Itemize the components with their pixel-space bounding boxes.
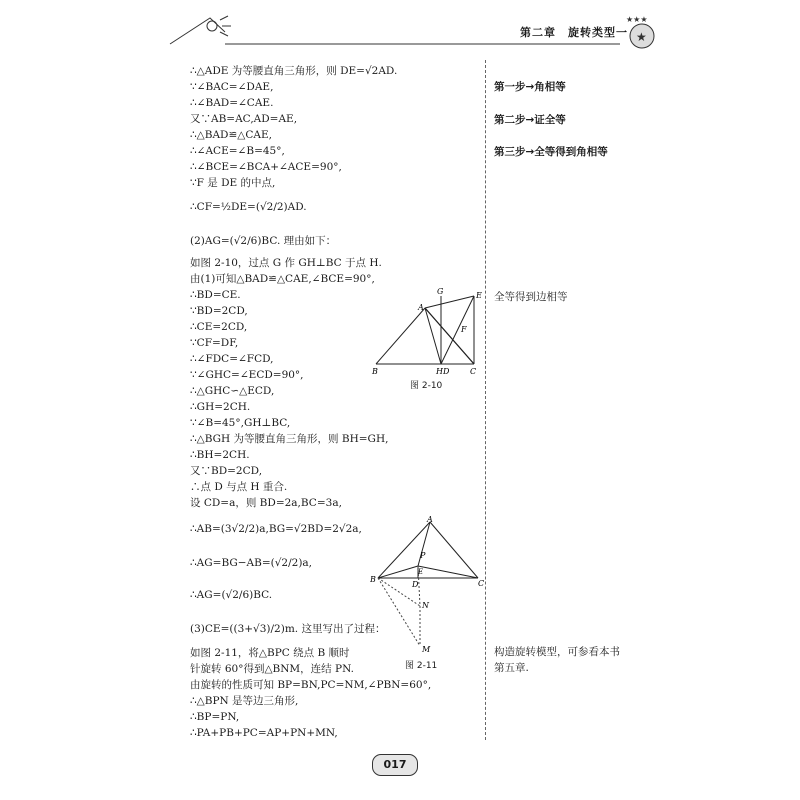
text-line: ∴△GHC∽△ECD, — [190, 385, 275, 397]
fig11-label-c: C — [478, 579, 485, 588]
text-line: ∴△BGH 为等腰直角三角形，则 BH=GH, — [190, 433, 389, 445]
note-model-line1: 构造旋转模型，可参看本书 — [494, 646, 620, 658]
chapter-header: 第二章 旋转类型一 — [520, 26, 628, 39]
text-line: 设 CD=a，则 BD=2a,BC=3a, — [190, 497, 342, 509]
text-line: ∴BP=PN, — [190, 711, 240, 723]
text-line: ∴∠FDC=∠FCD, — [190, 353, 274, 365]
text-line: ∴BH=2CH. — [190, 449, 250, 461]
text-line: ∴△BAD≌△CAE, — [190, 129, 272, 141]
fig11-label-p: P — [420, 551, 426, 560]
note-step2: 第二步→证全等 — [494, 114, 566, 126]
fig10-label-h: H — [436, 367, 443, 376]
text-line: ∵∠BAC=∠DAE, — [190, 81, 274, 93]
figure-2-11 — [370, 514, 490, 656]
text-line: (2)AG=(√2/6)BC. 理由如下： — [190, 235, 337, 247]
text-line: 又∵BD=2CD, — [190, 465, 263, 477]
fig11-label-e: E — [418, 568, 424, 576]
text-line: 由旋转的性质可知 BP=BN,PC=NM,∠PBN=60°, — [190, 679, 432, 691]
text-line: ∴AG=BG−AB=(√2/2)a, — [190, 557, 313, 569]
text-line: 又∵AB=AC,AD=AE, — [190, 113, 298, 125]
svg-text:★: ★ — [636, 30, 647, 44]
figure-2-10-caption: 图 2-10 — [410, 381, 443, 391]
fig11-label-d: D — [412, 580, 419, 589]
text-line: ∴∠BAD=∠CAE. — [190, 97, 274, 109]
fig10-label-g: G — [437, 287, 444, 296]
text-line: ∴AB=(3√2/2)a,BG=√2BD=2√2a, — [190, 523, 362, 535]
fig10-label-c: C — [470, 367, 477, 376]
text-line: 针旋转 60°得到△BNM，连结 PN. — [190, 663, 354, 675]
svg-text:★★★: ★★★ — [626, 15, 648, 24]
text-line: ∴CE=2CD, — [190, 321, 248, 333]
text-line: ∴∠BCE=∠BCA+∠ACE=90°, — [190, 161, 342, 173]
note-edges: 全等得到边相等 — [494, 291, 568, 303]
fig10-label-a: A — [418, 303, 424, 312]
fig10-label-e: E — [476, 291, 482, 300]
fig11-label-m: M — [422, 645, 431, 654]
text-line: ∵F 是 DE 的中点, — [190, 177, 276, 189]
text-line: ∴∠ACE=∠B=45°, — [190, 145, 285, 157]
text-line: 如图 2-10，过点 G 作 GH⊥BC 于点 H. — [190, 257, 382, 269]
fig11-label-a: A — [427, 515, 433, 524]
text-line: ∴PA+PB+PC=AP+PN+MN, — [190, 727, 338, 739]
fig10-label-f: F — [461, 325, 467, 334]
text-line: ∴GH=2CH. — [190, 401, 251, 413]
text-line: ∵BD=2CD, — [190, 305, 248, 317]
figure-2-10 — [366, 286, 490, 378]
text-line: ∵CF=DF, — [190, 337, 239, 349]
fig11-label-n: N — [422, 601, 429, 610]
text-line: ∴点 D 与点 H 重合. — [190, 481, 288, 493]
text-line: ∴AG=(√2/6)BC. — [190, 589, 273, 601]
text-line: ∵∠GHC=∠ECD=90°, — [190, 369, 304, 381]
text-line: ∴BD=CE. — [190, 289, 241, 301]
text-line: ∴CF=½DE=(√2/2)AD. — [190, 201, 307, 213]
fig10-label-d: D — [443, 367, 450, 376]
text-line: (3)CE=((3+√3)/2)m. 这里写出了过程： — [190, 623, 386, 635]
figure-2-11-caption: 图 2-11 — [405, 661, 438, 671]
note-step1: 第一步→角相等 — [494, 81, 566, 93]
fig10-label-b: B — [372, 367, 378, 376]
text-line: ∴△BPN 是等边三角形, — [190, 695, 299, 707]
text-line: 如图 2-11，将△BPC 绕点 B 顺时 — [190, 647, 350, 659]
text-line: ∵∠B=45°,GH⊥BC, — [190, 417, 291, 429]
page-number: 017 — [372, 754, 418, 776]
fig11-label-b: B — [370, 575, 376, 584]
text-line: 由(1)可知△BAD≌△CAE,∠BCE=90°, — [190, 273, 375, 285]
note-model-line2: 第五章. — [494, 662, 529, 674]
note-step3: 第三步→全等得到角相等 — [494, 146, 608, 158]
text-line: ∴△ADE 为等腰直角三角形，则 DE=√2AD. — [190, 65, 398, 77]
